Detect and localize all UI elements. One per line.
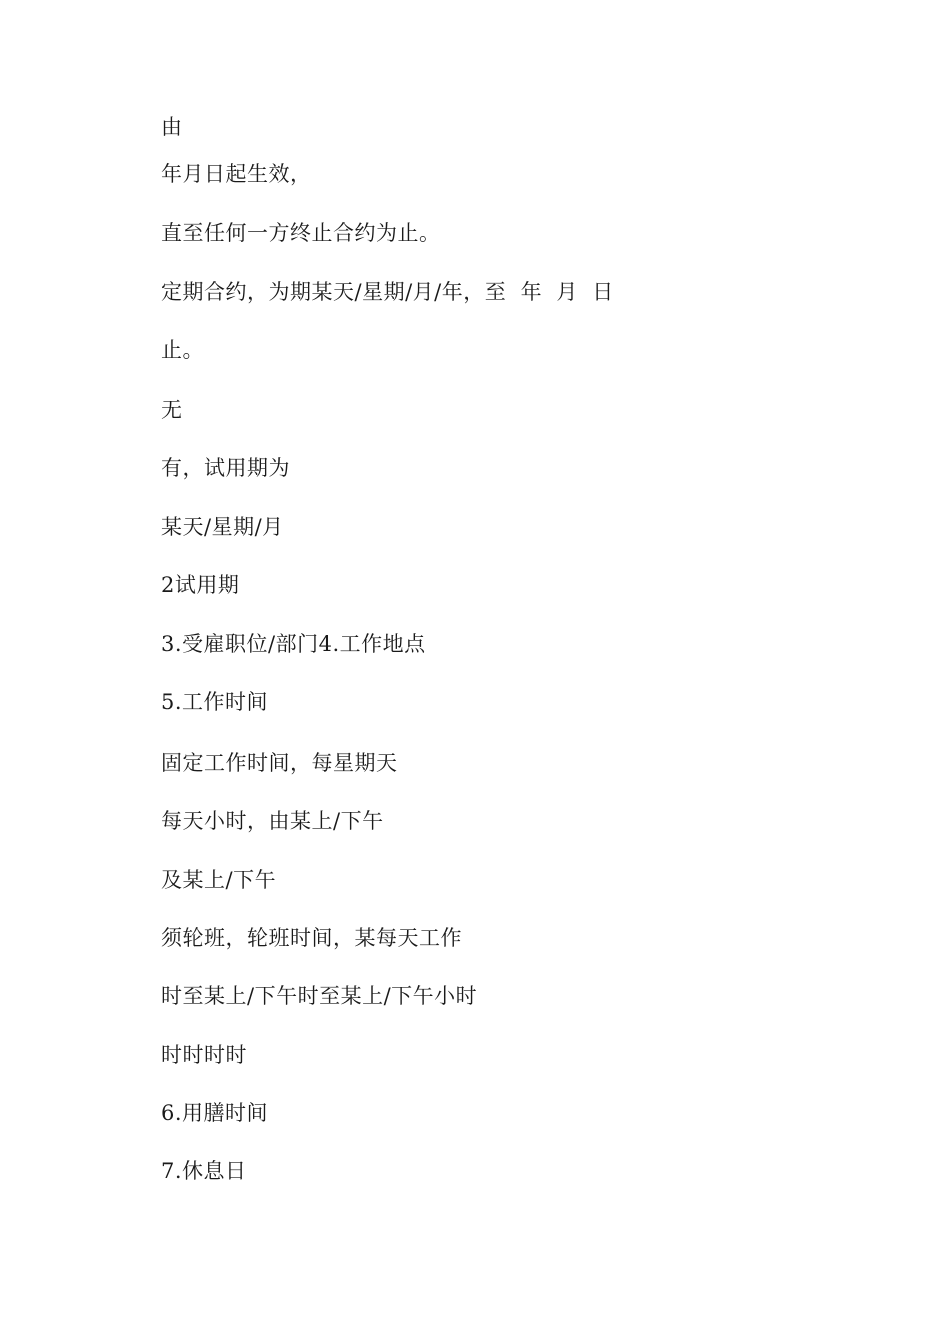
text-line: 止。 (161, 338, 204, 362)
text-line: 6.用膳时间 (161, 1101, 269, 1125)
text-line: 有，试用期为 (161, 456, 290, 480)
text-line: 某天/星期/月 (161, 515, 284, 539)
text-line: 时时时时 (161, 1043, 247, 1067)
text-line: 时至某上/下午时至某上/下午小时 (161, 984, 478, 1008)
text-line: 年月日起生效， (161, 162, 312, 186)
text-line: 固定工作时间，每星期天 (161, 751, 398, 775)
text-line: 7.休息日 (161, 1159, 247, 1183)
text-line: 直至任何一方终止合约为止。 (161, 221, 441, 245)
text-line: 由 (161, 115, 183, 139)
text-line: 定期合约，为期某天/星期/月/年，至 年 月 日 (161, 280, 614, 304)
text-line: 2试用期 (161, 573, 240, 597)
text-line: 须轮班，轮班时间，某每天工作 (161, 926, 462, 950)
text-line: 及某上/下午 (161, 868, 277, 892)
text-line: 每天小时，由某上/下午 (161, 809, 384, 833)
text-line: 3.受雇职位/部门4.工作地点 (161, 632, 426, 656)
text-line: 无 (161, 398, 183, 422)
text-line: 5.工作时间 (161, 690, 269, 714)
